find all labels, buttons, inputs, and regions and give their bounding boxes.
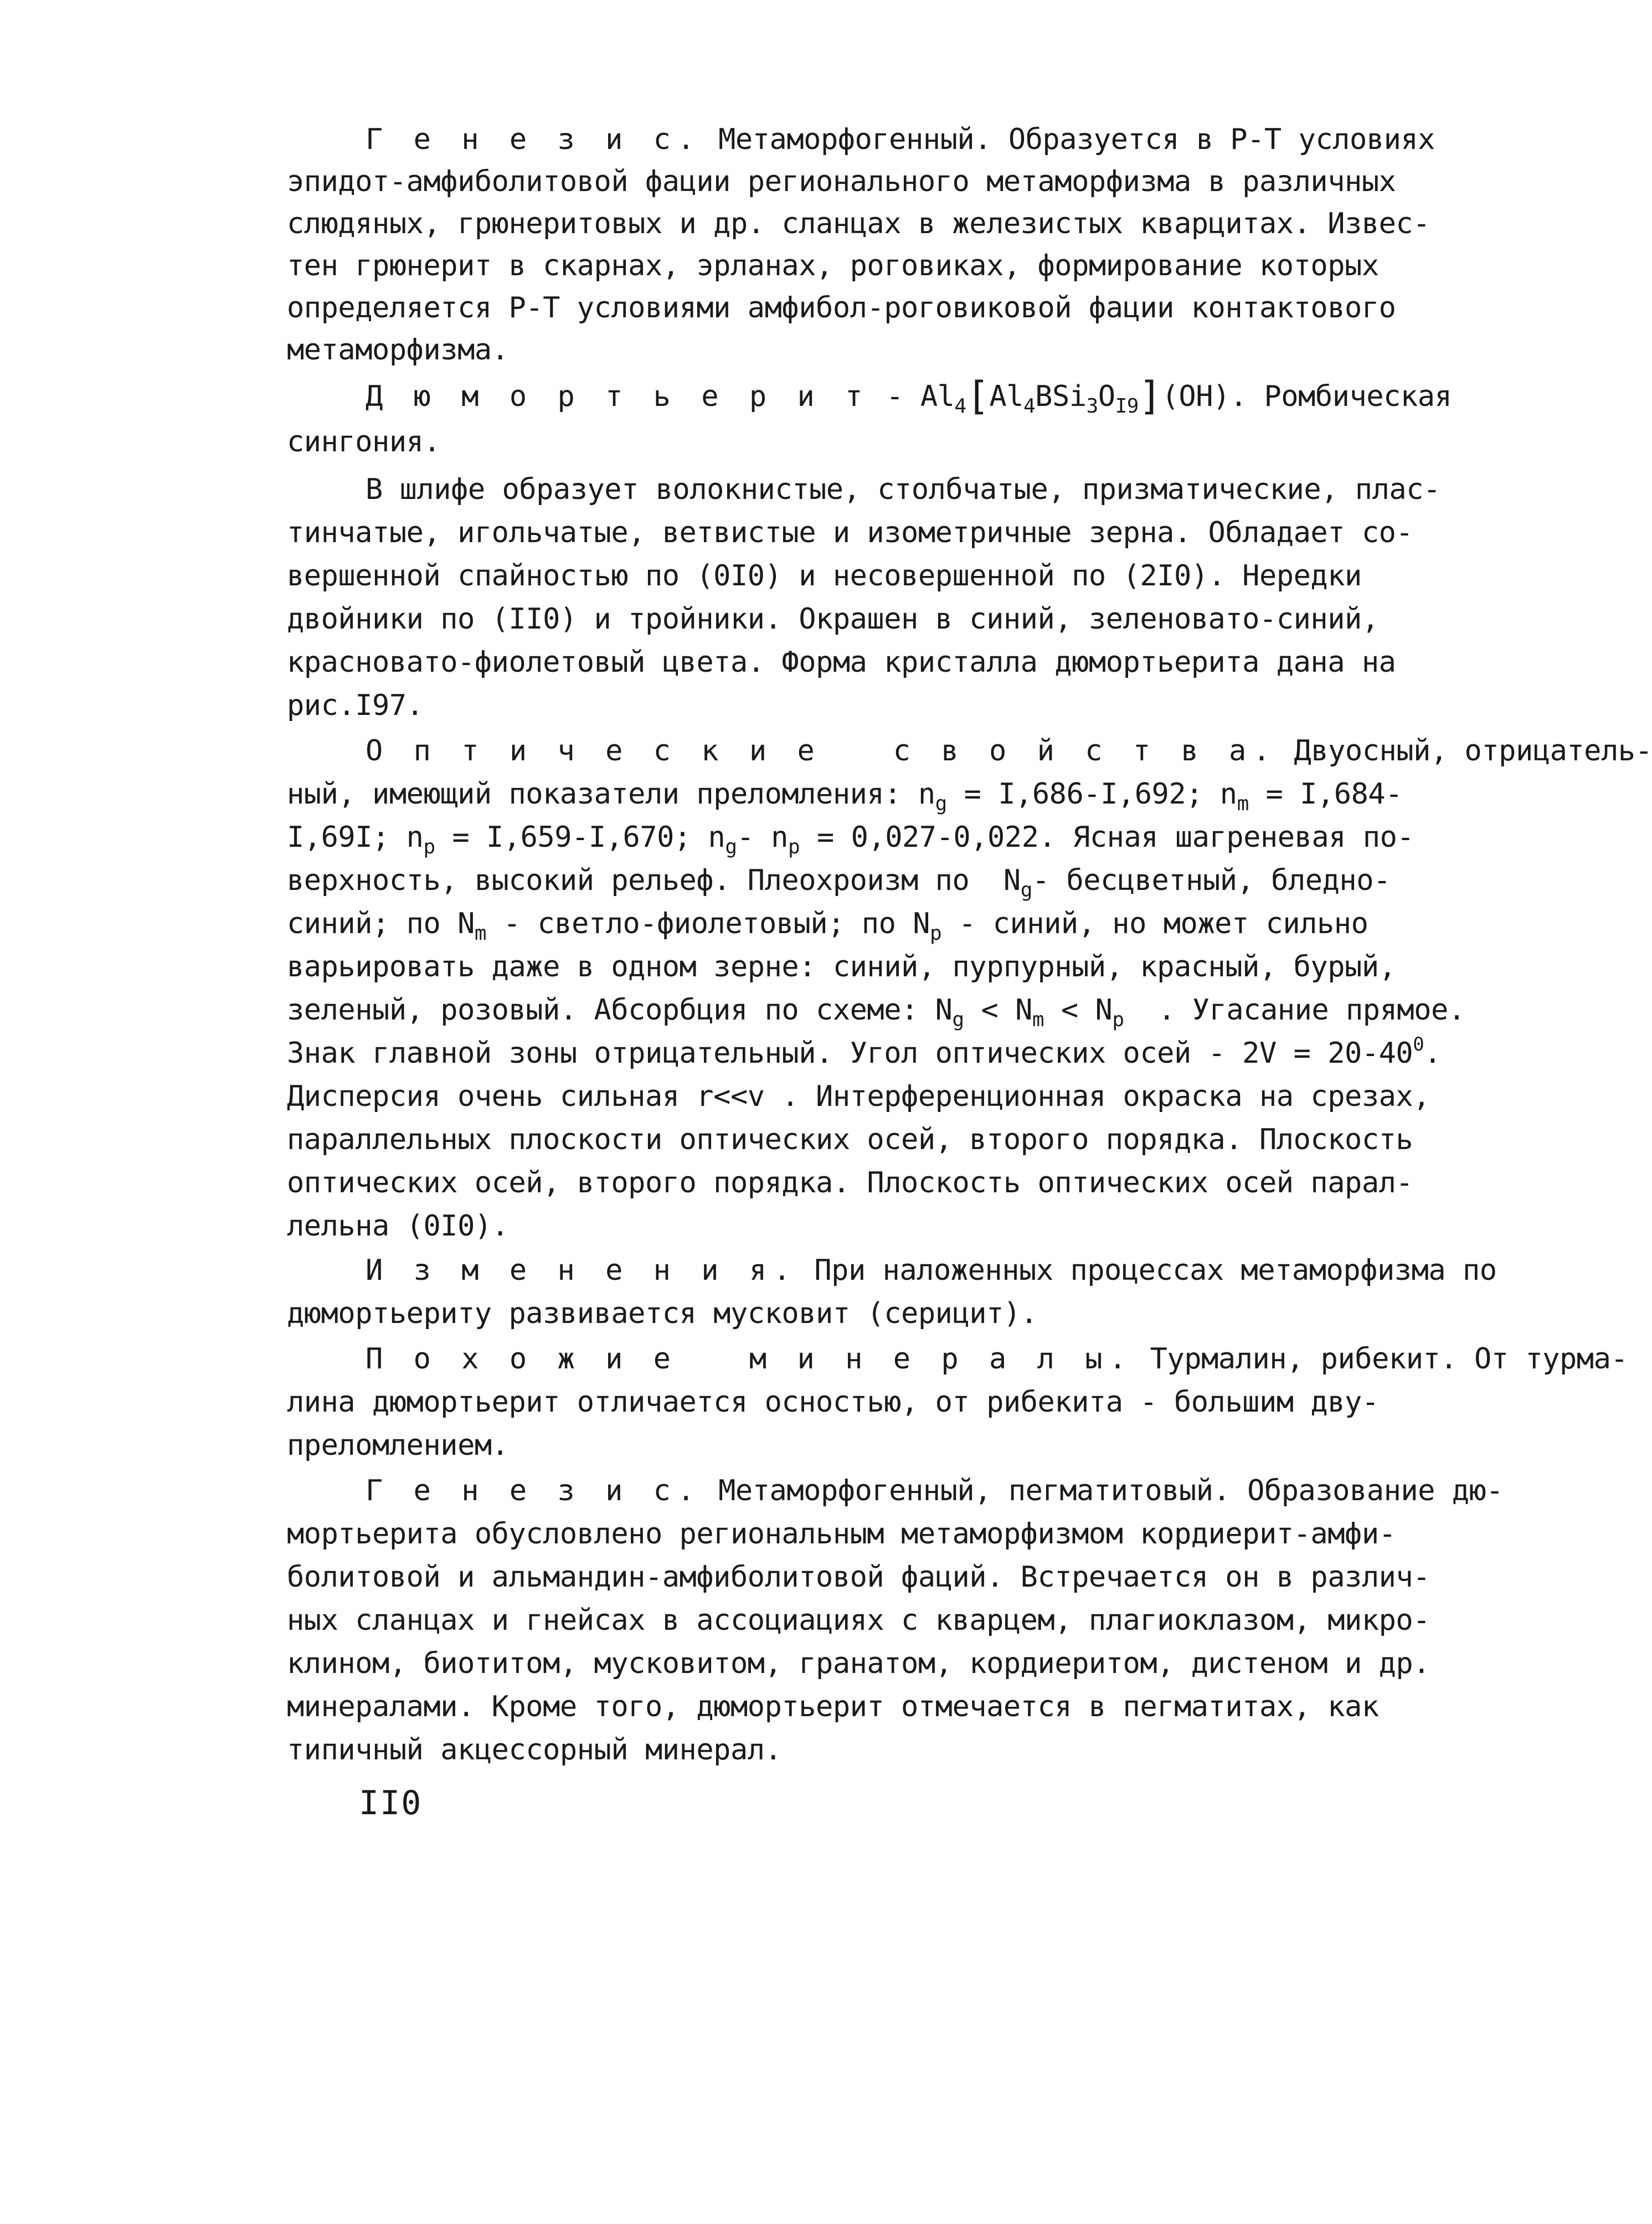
section-heading-optics: О п т и ч е с к и е с в о й с т в а.: [366, 734, 1277, 768]
text-line: Г е н е з и с. Метаморфогенный. Образуется в Р-Т условиях: [366, 123, 1435, 156]
text-line: П о х о ж и е м и н е р а л ы. Турмалин, рибекит. От турма-: [366, 1342, 1628, 1376]
text-line: О п т и ч е с к и е с в о й с т в а. Двуосный, отрицатель-: [366, 734, 1652, 768]
text-line: сингония.: [287, 425, 441, 459]
text-line: мортьерита обусловлено региональным метаморфизмом кордиерит-амфи-: [287, 1517, 1396, 1551]
text-line: типичный акцессорный минерал.: [287, 1733, 782, 1767]
page-number: II0: [359, 1784, 423, 1823]
text-line: И з м е н е н и я. При наложенных процессах метаморфизма по: [366, 1254, 1497, 1287]
section-heading-genesis-2: Г е н е з и с.: [366, 1474, 702, 1507]
text-line: болитовой и альмандин-амфиболитовой фаций. Встречается он в различ-: [287, 1561, 1430, 1594]
text-line: преломлением.: [287, 1429, 509, 1462]
text-line: синий; по $N_m$ - светло-фиолетовый; по $N_p$ - синий, но может сильно: [287, 907, 1368, 945]
text-line: эпидот-амфиболитовой фации регионального метаморфизма в различных: [287, 165, 1396, 198]
section-heading-changes: И з м е н е н и я.: [366, 1254, 797, 1287]
text-line: минералами. Кроме того, дюмортьерит отмечается в пегматитах, как: [287, 1690, 1379, 1723]
text-line: оптических осей, второго порядка. Плоскость оптических осей парал-: [287, 1166, 1413, 1199]
text-line: ный, имеющий показатели преломления: $n_g = I,686-I,692$; $n_m = I,684-$: [287, 778, 1403, 815]
text-line: определяется Р-Т условиями амфибол-роговиковой фации контактового: [287, 291, 1396, 325]
text-line: вершенной спайностью по (0I0) и несовершенной по (2I0). Нередки: [287, 559, 1362, 593]
text-line: В шлифе образует волокнистые, столбчатые, призматические, плас-: [366, 473, 1440, 506]
text-line: метаморфизма.: [287, 333, 509, 367]
mineral-name: Д ю м о р т ь е р и т: [366, 380, 869, 413]
text-line: Дисперсия очень сильная r<<v . Интерференционная окраска на срезах,: [287, 1080, 1430, 1113]
text-line: дюмортьериту развивается мусковит (серицит).: [287, 1297, 1038, 1330]
section-heading-similar: П о х о ж и е м и н е р а л ы.: [366, 1342, 1133, 1376]
text-line: Г е н е з и с. Метаморфогенный, пегматитовый. Образование дю-: [366, 1474, 1504, 1507]
text-line: лельна (0I0).: [287, 1209, 509, 1243]
text-line: красновато-фиолетовый цвета. Форма кристалла дюмортьерита дана на: [287, 646, 1396, 679]
chemical-formula: $Al_4[Al_4BSi_3O_{I9}](OH)$.: [920, 373, 1247, 419]
text-line: тинчатые, игольчатые, ветвистые и изометричные зерна. Обладает со-: [287, 516, 1413, 549]
mineral-title-line: Д ю м о р т ь е р и т - $Al_4[Al_4BSi_3O_{I9}](OH)$. Ромбическая: [366, 373, 1452, 419]
text-line: тен грюнерит в скарнах, эрланах, роговиках, формирование которых: [287, 249, 1379, 282]
text-line: верхность, высокий рельеф. Плеохроизм по $N_g-$ бесцветный, бледно-: [287, 864, 1391, 902]
text-line: Знак главной зоны отрицательный. Угол оптических осей - $2V = 20-40^0$.: [287, 1033, 1442, 1070]
text-line: варьировать даже в одном зерне: синий, пурпурный, красный, бурый,: [287, 950, 1396, 984]
text-line: ных сланцах и гнейсах в ассоциациях с кварцем, плагиоклазом, микро-: [287, 1604, 1430, 1637]
text-line: зеленый, розовый. Абсорбция по схеме: $N_g < N_m < N_p$ . Угасание прямое.: [287, 993, 1465, 1031]
text-line: рис.I97.: [287, 689, 424, 722]
section-heading-genesis: Г е н е з и с.: [366, 123, 702, 156]
text-line: клином, биотитом, мусковитом, гранатом, кордиеритом, дистеном и др.: [287, 1647, 1430, 1680]
text-line: слюдяных, грюнеритовых и др. сланцах в железистых кварцитах. Извес-: [287, 207, 1430, 240]
text-line: двойники по (II0) и тройники. Окрашен в синий, зеленовато-синий,: [287, 603, 1379, 636]
text-line: I,69I; $n_p = I,659-I,670$; $n_g-$ $n_p = 0,027-0,022$. Ясная шагреневая по-: [287, 821, 1414, 858]
text-line: параллельных плоскости оптических осей, второго порядка. Плоскость: [287, 1123, 1413, 1156]
text-line: лина дюмортьерит отличается осностью, от рибекита - большим дву-: [287, 1386, 1379, 1419]
